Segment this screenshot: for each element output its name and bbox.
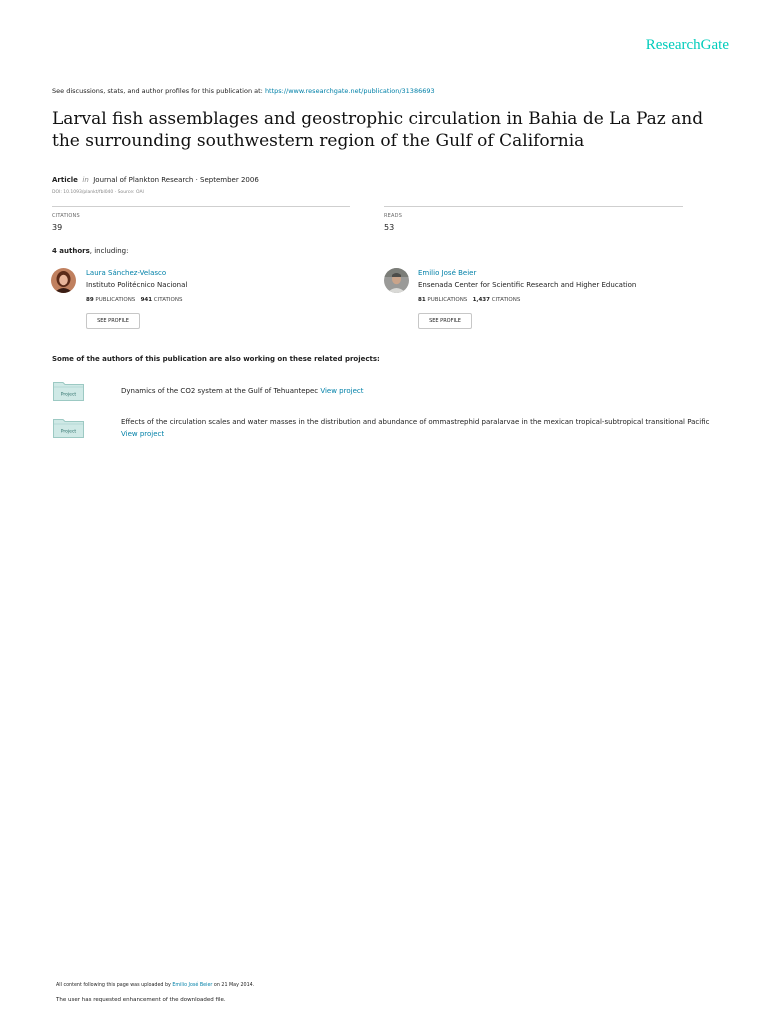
enhancement-note: The user has requested enhancement of the downloaded file. (56, 997, 226, 1003)
author-photo-icon (384, 268, 409, 293)
reads-count: 53 (384, 223, 395, 232)
publications-count: 89 (86, 297, 94, 303)
discussions-line (52, 87, 435, 95)
see-profile-button[interactable]: SEE PROFILE (86, 313, 140, 329)
paper-meta (52, 176, 259, 184)
upload-suffix: on 21 May 2014. (212, 983, 255, 988)
doi-line: DOI: 10.1093/plankt/fbl040 · Source: OAI (52, 190, 144, 195)
uploader-link[interactable]: Emilio José Beier (172, 983, 213, 988)
publications-label: PUBLICATIONS (95, 297, 136, 303)
avatar[interactable] (51, 268, 76, 293)
author-stats (418, 297, 520, 303)
article-type: Article (52, 176, 78, 184)
see-profile-button[interactable]: SEE PROFILE (418, 313, 472, 329)
author-citations-count: 1,437 (472, 297, 490, 303)
author-citations-label: CITATIONS (491, 297, 521, 303)
paper-title: Larval fish assemblages and geostrophic circulation in Bahia de La Paz and the surrounding southwestern region of the Gulf of California (52, 109, 704, 151)
view-project-link[interactable]: View project (121, 430, 165, 438)
researchgate-logo[interactable]: ResearchGate (645, 37, 729, 53)
journal-date[interactable]: Journal of Plankton Research · September 2006 (93, 176, 259, 184)
reads-divider (384, 206, 683, 207)
author-photo-icon (51, 268, 76, 293)
discussions-prefix: See discussions, stats, and author profiles for this publication at: (52, 87, 265, 95)
project-folder-icon (53, 380, 84, 401)
related-projects-heading: Some of the authors of this publication are also working on these related projects: (52, 355, 380, 363)
project-title: Effects of the circulation scales and water masses in the distribution and abundance of ommastrephid paralarvae in the mexican tropical-subtropical transitional Pacific (121, 418, 710, 426)
author-stats (86, 297, 182, 303)
upload-note (56, 983, 254, 988)
in-word: in (82, 176, 89, 184)
author-citations-label: CITATIONS (153, 297, 183, 303)
author-institution[interactable]: Instituto Politécnico Nacional (86, 281, 188, 289)
publication-url-link[interactable]: https://www.researchgate.net/publication/31386693 (264, 87, 435, 95)
avatar[interactable] (384, 268, 409, 293)
project-icon-label: Project (60, 429, 77, 435)
author-name-link[interactable]: Emilio José Beier (418, 269, 477, 277)
project-folder-icon (53, 417, 84, 438)
upload-prefix: All content following this page was uploaded by (56, 983, 173, 988)
citations-label: CITATIONS (52, 213, 80, 219)
citations-count: 39 (52, 223, 63, 232)
publications-count: 81 (418, 297, 426, 303)
author-institution[interactable]: Ensenada Center for Scientific Research and Higher Education (418, 281, 637, 289)
authors-count: 4 authors (52, 247, 90, 255)
project-icon-label: Project (60, 392, 77, 398)
authors-heading (52, 247, 128, 255)
author-name-link[interactable]: Laura Sánchez-Velasco (86, 269, 167, 277)
project-title: Dynamics of the CO2 system at the Gulf of Tehuantepec (121, 387, 321, 395)
author-citations-count: 941 (140, 297, 153, 303)
reads-label: READS (384, 213, 403, 219)
citations-divider (52, 206, 350, 207)
authors-suffix: , including: (89, 247, 129, 255)
view-project-link[interactable]: View project (320, 387, 364, 395)
publications-label: PUBLICATIONS (427, 297, 468, 303)
project-item (121, 385, 711, 397)
project-item (121, 416, 711, 440)
